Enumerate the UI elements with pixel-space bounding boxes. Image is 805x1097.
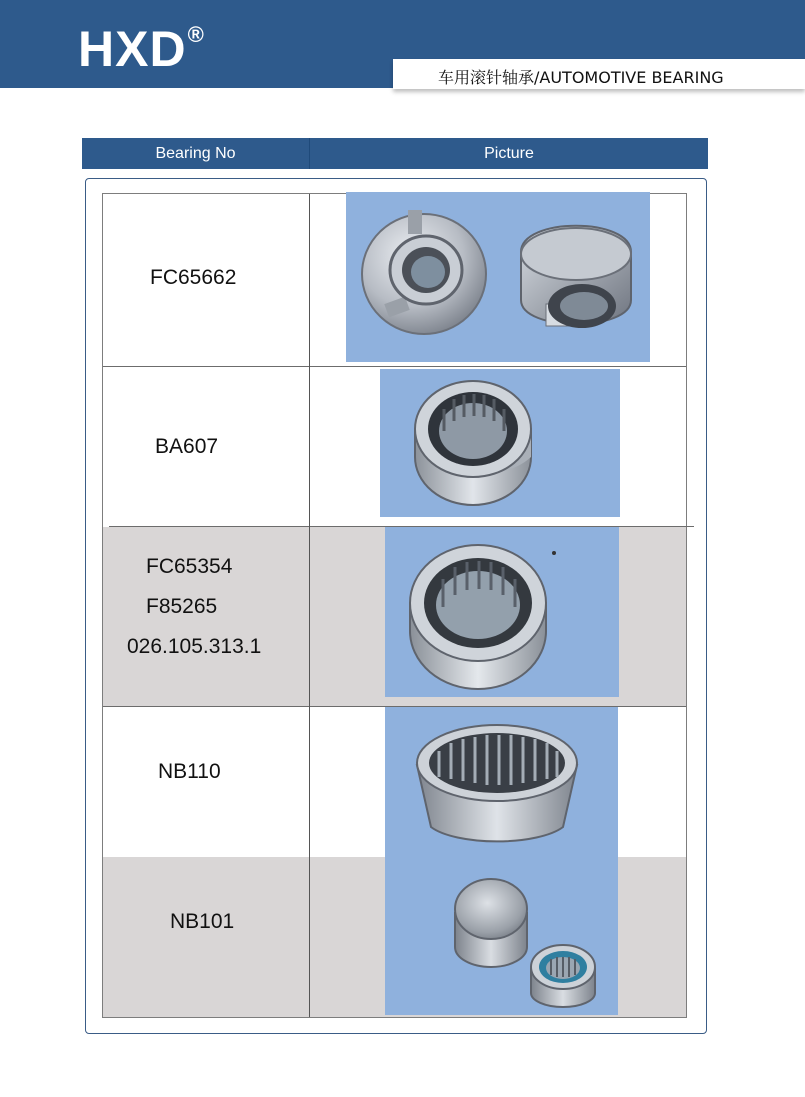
column-header-bearing-no: Bearing No [155,145,236,162]
bearing-number: NB101 [170,910,235,933]
bearing-photo [385,527,619,697]
bearing-illustration [385,527,619,697]
page-subtitle-box [393,59,805,89]
bearing-number: FC65662 [150,266,237,289]
bearing-number: 026.105.313.1 [127,635,262,658]
table-row [103,707,686,857]
table-header-bar [82,138,708,169]
bearing-photo [385,857,618,1015]
bearing-number: FC65354 [146,555,233,578]
bearing-number: NB110 [158,760,221,783]
table-row [103,527,686,707]
brand-logo: HXD® [78,21,205,77]
table-row [103,367,686,527]
bearing-photo [385,707,618,857]
bearing-number: BA607 [155,435,219,458]
bearing-illustration [346,192,650,362]
bearing-illustration [385,857,618,1015]
column-divider [309,194,310,1017]
bearing-table [102,193,687,1018]
table-row [103,857,686,1017]
column-header-picture: Picture [484,145,534,162]
bearing-photo [380,369,620,517]
bearing-number: F85265 [146,595,218,618]
page-subtitle: 车用滚针轴承/AUTOMOTIVE BEARING [438,68,724,87]
bearing-photo [346,192,650,362]
bearing-illustration [385,707,618,857]
table-row [103,194,686,367]
bearing-illustration [380,369,620,517]
